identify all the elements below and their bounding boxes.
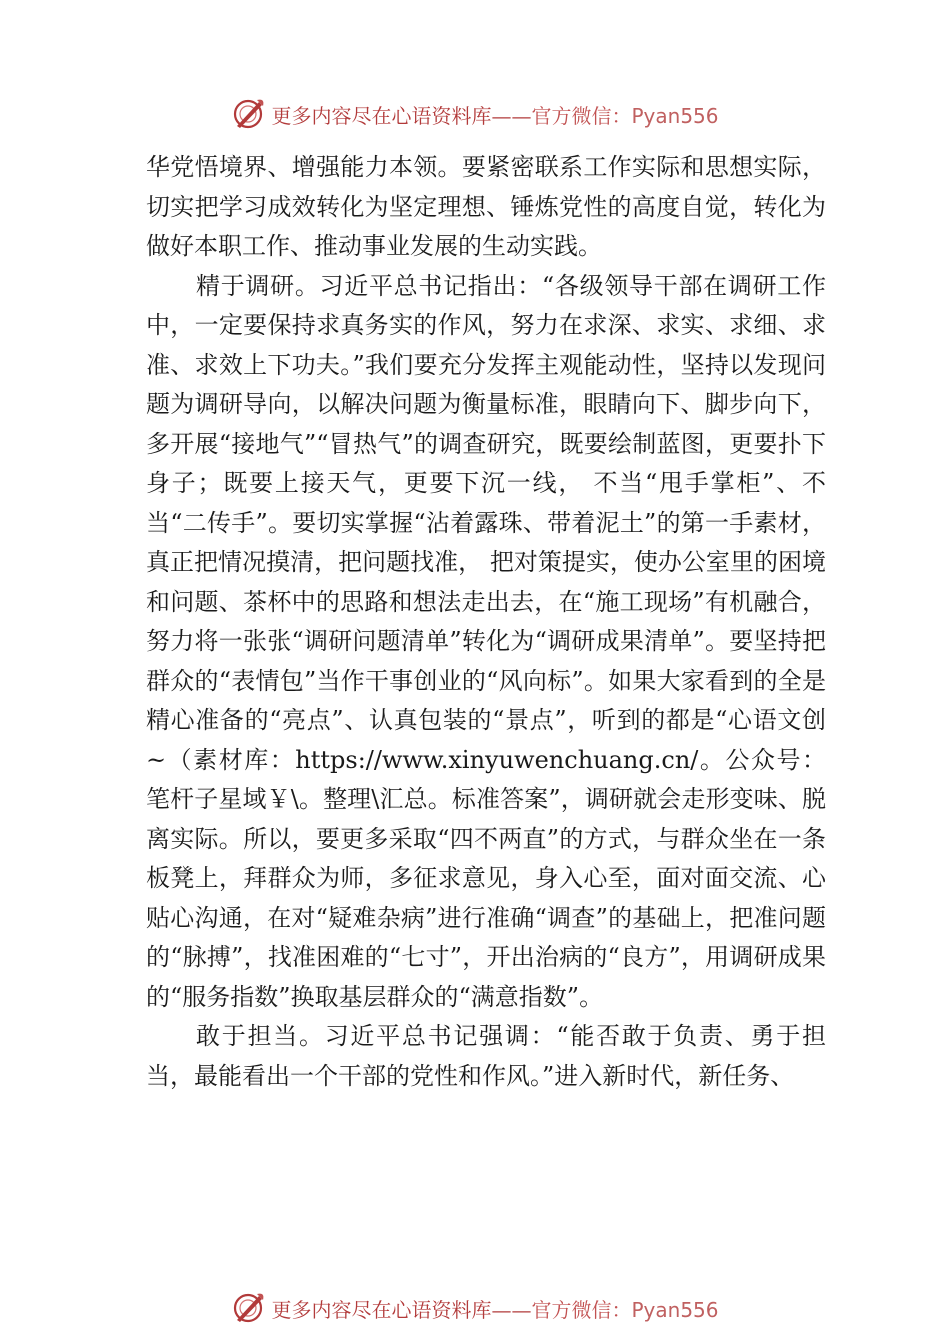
document-body bbox=[146, 148, 826, 1096]
footer-watermark-banner bbox=[0, 1288, 950, 1328]
quill-seal-logo-icon bbox=[231, 96, 267, 132]
paragraph-3: 敢于担当。习近平总书记强调：“能否敢于负责、勇于担当，最能看出一个干部的党性和作风。”进入新时代，新任务、 bbox=[146, 1022, 826, 1090]
header-dash: —— bbox=[491, 103, 532, 128]
paragraph-2: 精于调研。习近平总书记指出：“各级领导干部在调研工作中，一定要保持求真务实的作风，努力在求深、求实、求细、求准、求效上下功夫。”我们要充分发挥主观能动性，坚持以发现问题为调研导向，以解决问题为衡量标准，眼睛向下、脚步向下，多开展“接地气”“冒热气”的调查研究，既要绘制蓝图，更要扑下身子；既要上接天气，更要下沉一线， 不当“甩手掌柜”、不当“二传手”。要切实掌握“沾着露珠、带着泥土”的第一手素材，真正把情况摸清，把问题找准， 把对策提实，使办公室里的困境和问题、茶杯中的思路和想法走出去，在“施工现场”有机融合，努力将一张张“调研问题清单”转化为“调研成果清单”。要坚持把群众的“表情包”当作干事创业的“风向标”。如果大家看到的全是精心准备的“亮点”、认真包装的“景点”，听到的都是“心语文创~（素材库：https://www.xinyuwenchuang.cn/。公众号：笔杆子星域￥\。整理\汇总。标准答案”，调研就会走形变味、脱离实际。所以，要更多采取“四不两直”的方式，与群众坐在一条板凳上，拜群众为师，多征求意见，身入心至，面对面交流、心贴心沟通，在对“疑难杂病”进行准确“调查”的基础上，把准问题的“脉搏”，找准困难的“七寸”，开出治病的“良方”，用调研成果的“服务指数”换取基层群众的“满意指数”。 bbox=[146, 271, 826, 1011]
footer-dash: —— bbox=[491, 1297, 532, 1322]
header-handle: Pyan556 bbox=[631, 103, 719, 128]
quill-seal-logo-icon bbox=[231, 1290, 267, 1326]
paragraph-1: 华党悟境界、增强能力本领。要紧密联系工作实际和思想实际，切实把学习成效转化为坚定理想、锤炼党性的高度自觉，转化为做好本职工作、推动事业发展的生动实践。 bbox=[146, 153, 826, 260]
footer-watermark-text bbox=[271, 1294, 718, 1323]
footer-wechat-label: 官方微信： bbox=[531, 1297, 632, 1322]
header-watermark-banner bbox=[0, 94, 950, 134]
header-brand: 更多内容尽在心语资料库 bbox=[271, 103, 492, 128]
header-wechat-label: 官方微信： bbox=[531, 103, 632, 128]
footer-handle: Pyan556 bbox=[631, 1297, 719, 1322]
footer-brand: 更多内容尽在心语资料库 bbox=[271, 1297, 492, 1322]
header-watermark-text bbox=[271, 100, 718, 129]
